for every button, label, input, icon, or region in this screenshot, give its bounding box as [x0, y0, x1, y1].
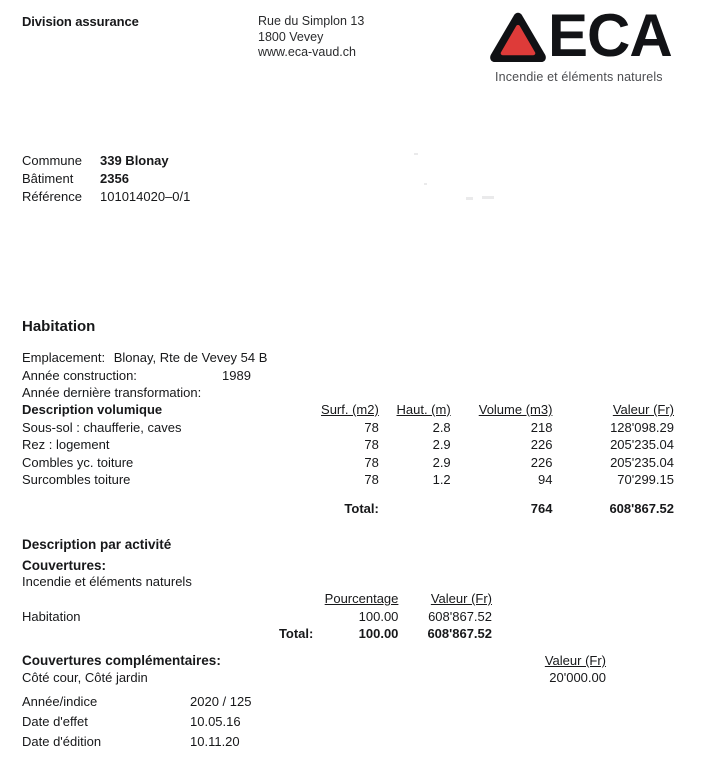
- annee-construction-value: 1989: [222, 367, 251, 383]
- table-row: [22, 437, 674, 455]
- sender-website: www.eca-vaud.ch: [258, 45, 356, 59]
- scan-artifact: [466, 197, 473, 200]
- scan-artifact: [482, 196, 494, 199]
- table-row: [22, 455, 674, 473]
- row-description: Combles yc. toiture: [22, 454, 134, 470]
- object-title: Habitation: [22, 318, 96, 335]
- table-row: [22, 472, 674, 490]
- table-row: [22, 609, 492, 627]
- coverage-total-spacer: [22, 626, 254, 644]
- column-header-pourcentage: Pourcentage: [324, 591, 399, 606]
- eca-triangle-icon: [488, 12, 548, 64]
- row-valeur: 128'098.29: [610, 419, 674, 435]
- identification-block: [22, 152, 190, 206]
- column-header-valeur: Valeur (Fr): [612, 402, 674, 417]
- row-valeur: 70'299.15: [617, 472, 674, 488]
- row-volume: 226: [530, 454, 553, 470]
- coverage-valeur: 608'867.52: [428, 608, 492, 624]
- column-header-coverage-valeur: Valeur (Fr): [430, 591, 492, 606]
- table-total-row: [22, 626, 492, 644]
- annee-construction-row: [22, 367, 267, 385]
- row-surface: 78: [364, 437, 379, 453]
- dates-block: [22, 692, 252, 752]
- row-description: Sous-sol : chaufferie, caves: [22, 419, 182, 435]
- coverage-table-grid: [22, 587, 492, 644]
- annee-indice-value: 2020 / 125: [190, 694, 252, 709]
- complementary-row-valeur: 20'000.00: [549, 670, 606, 685]
- row-volume: 94: [537, 472, 553, 488]
- batiment-value: 2356: [100, 171, 129, 186]
- coverage-row-spacer: [254, 609, 314, 627]
- volumetric-table: [22, 402, 674, 519]
- eca-logo: [488, 2, 688, 88]
- coverages-title: Couvertures:: [22, 558, 107, 573]
- row-surface: 78: [364, 454, 379, 470]
- activity-section-title: Description par activité: [22, 537, 172, 552]
- scan-artifact: [414, 153, 418, 155]
- volumetric-section-title: Description volumique: [22, 402, 163, 417]
- row-surface: 78: [364, 472, 379, 488]
- date-edition-label: Date d'édition: [22, 734, 102, 749]
- annee-indice-row: [22, 692, 252, 712]
- commune-label: Commune: [22, 153, 82, 168]
- eca-tagline: Incendie et éléments naturels: [495, 70, 663, 84]
- date-edition-value: 10.11.20: [190, 734, 240, 749]
- complementary-coverages-title: Couvertures complémentaires:: [22, 653, 221, 668]
- identification-row: [22, 152, 190, 170]
- commune-value: 339 Blonay: [100, 153, 169, 168]
- identification-row: [22, 170, 190, 188]
- coverage-header-total-spacer: [254, 591, 314, 609]
- row-volume: 218: [530, 419, 553, 435]
- emplacement-value: Blonay, Rte de Vevey 54 B: [113, 350, 268, 365]
- table-header-row: [22, 402, 674, 420]
- annee-transformation-row: [22, 384, 267, 402]
- coverage-total-valeur: 608'867.52: [427, 626, 492, 642]
- scan-artifact: [424, 183, 427, 185]
- sender-street: Rue du Simplon 13: [258, 14, 365, 28]
- reference-label: Référence: [22, 189, 82, 204]
- sender-city: 1800 Vevey: [258, 29, 324, 44]
- coverage-table: [22, 587, 522, 644]
- total-valeur: 608'867.52: [609, 500, 674, 516]
- reference-value: 101014020–0/1: [100, 189, 191, 204]
- coverage-name: Habitation: [22, 608, 81, 624]
- total-volume: 764: [530, 500, 553, 516]
- coverage-total-label: Total:: [278, 626, 314, 642]
- row-valeur: 205'235.04: [610, 437, 674, 453]
- date-effet-label: Date d'effet: [22, 714, 88, 729]
- complementary-row-name: Côté cour, Côté jardin: [22, 670, 148, 685]
- complementary-value-column-header: Valeur (Fr): [544, 653, 606, 668]
- object-meta-block: [22, 349, 267, 402]
- table-header-row: [22, 591, 492, 609]
- row-hauteur: 2.9: [432, 454, 451, 470]
- row-description: Surcombles toiture: [22, 472, 131, 488]
- row-volume: 226: [530, 437, 553, 453]
- eca-wordmark: ECA: [548, 2, 672, 69]
- annee-transformation-label: Année dernière transformation:: [22, 385, 202, 400]
- coverage-total-pourcentage: 100.00: [358, 626, 399, 642]
- batiment-label: Bâtiment: [22, 171, 74, 186]
- total-spacer: [22, 490, 311, 519]
- table-row: [22, 420, 674, 438]
- row-surface: 78: [364, 419, 379, 435]
- column-header-hauteur: Haut. (m): [396, 402, 451, 417]
- emplacement-label: Emplacement:: [22, 350, 106, 365]
- total-hauteur: [379, 490, 451, 519]
- date-effet-value: 10.05.16: [190, 714, 241, 729]
- coverages-subtitle: Incendie et éléments naturels: [22, 574, 192, 589]
- coverage-pourcentage: 100.00: [358, 608, 399, 624]
- row-description: Rez : logement: [22, 437, 110, 453]
- column-header-surface: Surf. (m2): [321, 402, 379, 417]
- total-label: Total:: [344, 500, 379, 516]
- identification-row: [22, 188, 190, 206]
- sender-address-block: [258, 14, 364, 61]
- table-total-row: [22, 490, 674, 519]
- row-valeur: 205'235.04: [610, 454, 674, 470]
- date-effet-row: [22, 712, 241, 732]
- date-edition-row: [22, 732, 240, 752]
- coverage-header-spacer: [22, 591, 254, 609]
- row-hauteur: 1.2: [432, 472, 451, 488]
- row-hauteur: 2.8: [432, 419, 451, 435]
- volumetric-table-grid: [22, 402, 674, 519]
- row-hauteur: 2.9: [432, 437, 451, 453]
- division-assurance-label: Division assurance: [22, 14, 139, 29]
- annee-indice-label: Année/indice: [22, 694, 98, 709]
- column-header-volume: Volume (m3): [478, 402, 553, 417]
- annee-construction-label: Année construction:: [22, 367, 137, 383]
- emplacement-row: [22, 349, 267, 367]
